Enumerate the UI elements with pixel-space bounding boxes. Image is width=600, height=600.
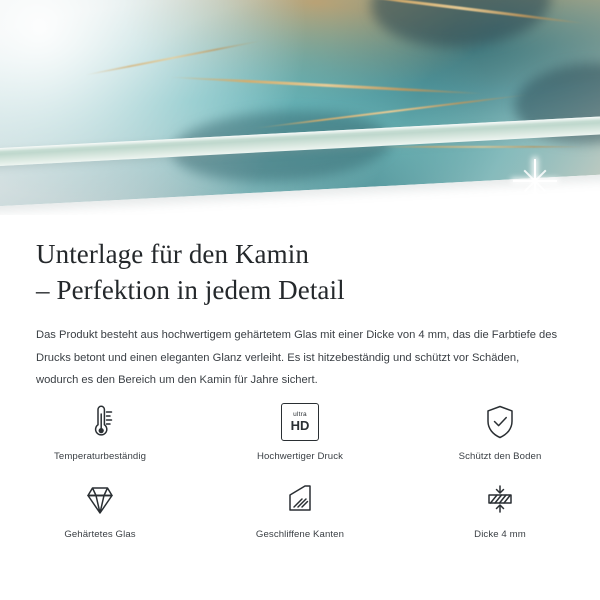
feature-item-thickness xyxy=(400,470,600,546)
feature-label: Schützt den Boden xyxy=(458,451,542,462)
shield-check-icon xyxy=(478,400,522,444)
feature-item-floor-protection xyxy=(400,392,600,468)
gold-vein xyxy=(379,146,586,148)
feature-item-temperature xyxy=(0,392,200,468)
hero-image-inner xyxy=(0,0,600,215)
feature-label: Geschliffene Kanten xyxy=(255,529,345,540)
polished-edges-icon xyxy=(278,478,322,522)
feature-item-print-quality xyxy=(200,392,400,468)
gold-vein xyxy=(168,76,485,96)
headline-line-1: Unterlage für den Kamin xyxy=(36,239,309,269)
marble-glass-panel-icon xyxy=(0,0,600,208)
thickness-arrows-icon xyxy=(478,478,522,522)
headline-line-2: – Perfektion in jedem Detail xyxy=(36,274,345,305)
hd-badge xyxy=(281,403,319,441)
hd-badge-bottom: HD xyxy=(290,418,310,434)
hero-image xyxy=(0,0,600,215)
feature-label: Gehärtetes Glas xyxy=(64,529,136,540)
thermometer-icon xyxy=(78,400,122,444)
feature-label: Hochwertiger Druck xyxy=(256,451,344,462)
diamond-icon xyxy=(78,478,122,522)
feature-grid xyxy=(0,392,600,546)
feature-item-tempered-glass xyxy=(0,470,200,546)
feature-item-polished-edges xyxy=(200,470,400,546)
feature-label: Dicke 4 mm xyxy=(474,529,526,540)
page-title xyxy=(0,215,600,308)
ultra-hd-badge-icon xyxy=(281,400,319,444)
content-block xyxy=(0,215,600,391)
feature-label: Temperaturbeständig xyxy=(53,451,147,462)
description-paragraph: Das Produkt besteht aus hochwertigem gehärtetem Glas mit einer Dicke von 4 mm, das die Farbtiefe des Drucks betont und einen eleganten Glanz verleiht. Es ist hitzebeständig und schützt vor Schäden, wodurch es den Bereich um den Kamin für Jahre sichert. xyxy=(36,329,558,387)
gold-vein xyxy=(85,40,261,76)
hd-badge-top: ultra xyxy=(293,410,307,418)
